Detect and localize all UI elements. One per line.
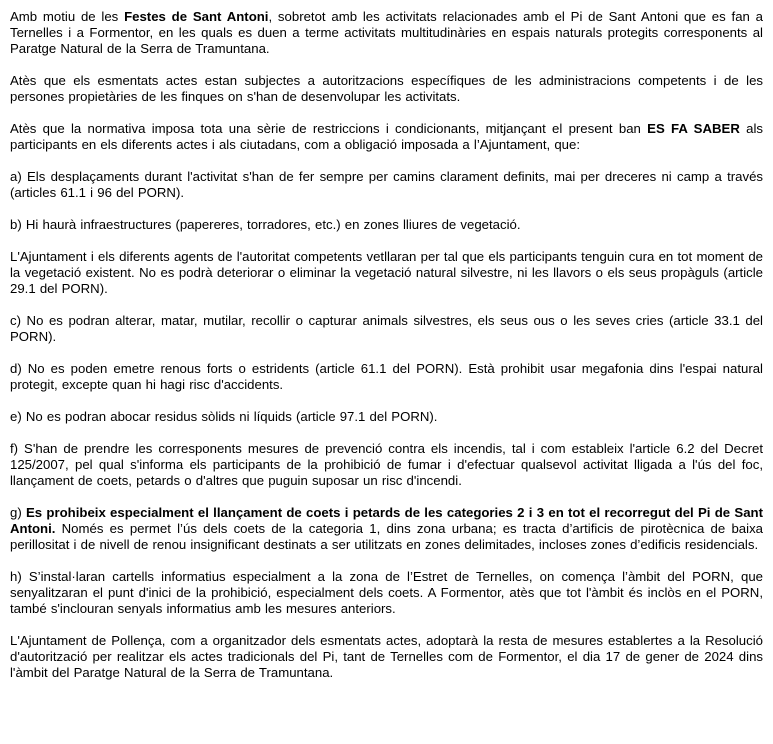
- text-run: Només es permet l’ús dels coets de la categoria 1, dins zona urbana; es tracta d’artificis de pirotècnica de baixa perillositat i de nivell de renou insignificant destinats a ser utilitzats en zones delimitades, incloses zones d’edificis residencials.: [10, 521, 763, 552]
- text-run: a) Els desplaçaments durant l'activitat s'han de fer sempre per camins clarament definits, mai per dreceres ni camp a través (articles 61.1 i 96 del PORN).: [10, 169, 763, 200]
- paragraph: [10, 409, 763, 425]
- paragraph: [10, 633, 763, 681]
- paragraph: [10, 217, 763, 233]
- text-run: , sobretot amb les activitats relacionades amb el Pi de Sant Antoni que es fan a Ternelles i a Formentor, en les quals es duen a terme activitats multitudinàries en espais naturals protegits corresponents al Paratge Natural de la Serra de Tramuntana.: [10, 9, 763, 56]
- bold-text-run: Es prohibeix especialment el llançament de coets i petards de les categories 2 i 3 en tot el recorregut del Pi de Sant Antoni.: [10, 505, 763, 536]
- text-run: Amb motiu de les: [10, 9, 125, 24]
- paragraph: [10, 169, 763, 201]
- paragraph: [10, 9, 763, 57]
- text-run: L'Ajuntament i els diferents agents de l'autoritat competents vetllaran per tal que els participants tenguin cura en tot moment de la vegetació existent. No es podrà deteriorar o eliminar la vegetació natural silvestre, ni les llavors o els seus propàguls (article 29.1 del PORN).: [10, 249, 763, 296]
- text-run: L'Ajuntament de Pollença, com a organitzador dels esmentats actes, adoptarà la resta de mesures establertes a la Resolució d'autorització per realitzar els actes tradicionals del Pi, tant de Ternelles com de Formentor, el dia 17 de gener de 2024 dins l'àmbit del Paratge Natural de la Serra de Tramuntana.: [10, 633, 763, 680]
- paragraph: [10, 505, 763, 553]
- text-run: e) No es podran abocar residus sòlids ni líquids (article 97.1 del PORN).: [10, 409, 438, 424]
- text-run: Atès que la normativa imposa tota una sèrie de restriccions i condicionants, mitjançant el present ban: [10, 121, 648, 136]
- text-run: Atès que els esmentats actes estan subjectes a autoritzacions específiques de les administracions competents i de les persones propietàries de les finques on s'han de desenvolupar les activitats.: [10, 73, 763, 104]
- text-run: als participants en els diferents actes i als ciutadans, com a obligació imposada a l’Ajuntament, que:: [10, 121, 763, 152]
- text-run: g): [10, 505, 27, 520]
- paragraph: [10, 441, 763, 489]
- text-run: f) S'han de prendre les corresponents mesures de prevenció contra els incendis, tal i com estableix l'article 6.2 del Decret 125/2007, pel qual s'informa els participants de la prohibició de fumar i d'efectuar qualsevol activitat lligada a l'ús del foc, llançament de coets, petards o d'altres que puguin suposar un risc d'incendi.: [10, 441, 763, 488]
- paragraph: [10, 73, 763, 105]
- paragraph: [10, 249, 763, 297]
- text-run: h) S’instal·laran cartells informatius especialment a la zona de l’Estret de Ternelles, on comença l’àmbit del PORN, que senyalitzaran el punt d'inici de la prohibició, especialment dels coets. A Formentor, atès que tot l'àmbit és inclòs en el PORN, també s'inclouran senyals informatius amb les mesures anteriors.: [10, 569, 763, 616]
- text-run: b) Hi haurà infraestructures (papereres, torradores, etc.) en zones lliures de vegetació.: [10, 217, 521, 232]
- bold-text-run: Festes de Sant Antoni: [124, 9, 269, 24]
- text-run: c) No es podran alterar, matar, mutilar, recollir o capturar animals silvestres, els seus ous o les seves cries (article 33.1 del PORN).: [10, 313, 763, 344]
- bold-text-run: ES FA SABER: [647, 121, 740, 136]
- text-run: d) No es poden emetre renous forts o estridents (article 61.1 del PORN). Està prohibit usar megafonia dins l'espai natural protegit, excepte quan hi hagi risc d'accidents.: [10, 361, 763, 392]
- paragraph: [10, 313, 763, 345]
- paragraph: [10, 121, 763, 153]
- paragraph: [10, 361, 763, 393]
- paragraph: [10, 569, 763, 617]
